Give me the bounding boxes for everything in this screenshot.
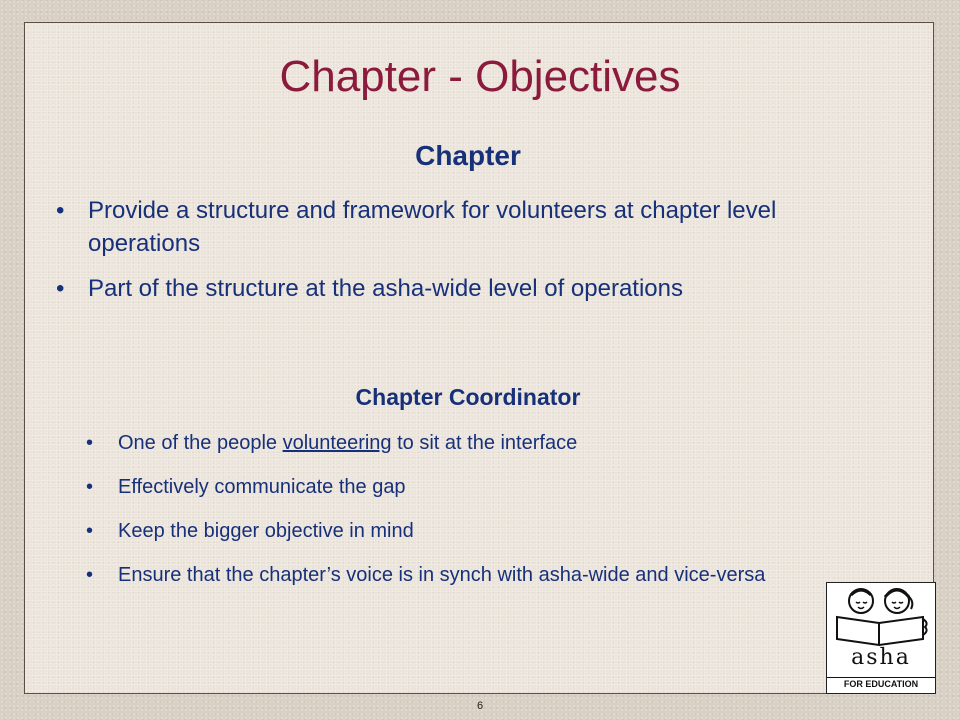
- children-reading-book-icon: [827, 583, 935, 647]
- list-item: [86, 518, 816, 544]
- chapter-bullet-list: [50, 194, 830, 317]
- bullet-glyph: •: [56, 275, 65, 302]
- logo-wordmark: asha: [851, 645, 911, 670]
- logo-tagline: FOR EDUCATION: [827, 677, 935, 689]
- list-item: [86, 562, 816, 588]
- bullet-glyph: •: [86, 476, 94, 498]
- bullet-text: Effectively communicate the gap: [118, 476, 406, 498]
- bullet-text: Provide a structure and framework for volunteers at chapter level operations: [88, 197, 777, 257]
- section-heading-coordinator: Chapter Coordinator: [355, 384, 581, 410]
- asha-logo: [826, 582, 936, 694]
- list-item: [50, 194, 830, 260]
- list-item: [50, 272, 830, 305]
- bullet-glyph: •: [86, 432, 94, 454]
- bullet-text-before: One of the people: [118, 432, 283, 454]
- bullet-glyph: •: [86, 564, 94, 586]
- bullet-text: Ensure that the chapter’s voice is in synch with asha-wide and vice-versa: [118, 564, 766, 586]
- bullet-glyph: •: [86, 520, 94, 542]
- list-item: [86, 474, 816, 500]
- bullet-text: Keep the bigger objective in mind: [118, 520, 414, 542]
- bullet-text-after: to sit at the interface: [391, 432, 578, 454]
- page-number: 6: [476, 700, 484, 712]
- list-item: [86, 430, 816, 456]
- slide-title: Chapter - Objectives: [279, 52, 681, 101]
- underlined-word: volunteering: [282, 432, 392, 454]
- bullet-text: Part of the structure at the asha-wide level of operations: [88, 275, 683, 302]
- section-heading-chapter: Chapter: [415, 140, 521, 171]
- bullet-glyph: •: [56, 197, 65, 224]
- coordinator-bullet-list: [86, 430, 816, 606]
